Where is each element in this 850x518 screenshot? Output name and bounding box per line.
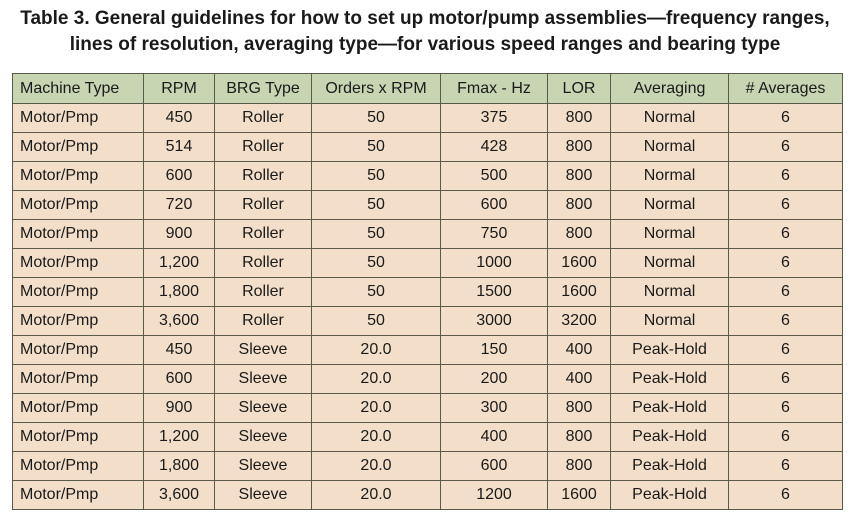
cell-lor: 400 (548, 365, 611, 394)
cell-averaging: Peak-Hold (611, 481, 729, 510)
cell-averaging: Normal (611, 162, 729, 191)
cell-averaging: Normal (611, 220, 729, 249)
cell-lor: 1600 (548, 481, 611, 510)
cell-averaging: Normal (611, 191, 729, 220)
cell-fmax-hz: 375 (441, 104, 548, 133)
cell-orders-x-rpm: 50 (312, 307, 441, 336)
cell-rpm: 900 (144, 394, 215, 423)
caption-line-2: lines of resolution, averaging type—for various speed ranges and bearing type (69, 34, 781, 55)
cell-brg-type: Sleeve (215, 365, 312, 394)
cell-averaging: Peak-Hold (611, 452, 729, 481)
cell-orders-x-rpm: 50 (312, 191, 441, 220)
cell-num-averages: 6 (729, 481, 843, 510)
cell-lor: 800 (548, 104, 611, 133)
cell-brg-type: Sleeve (215, 452, 312, 481)
cell-machine-type: Motor/Pmp (13, 481, 144, 510)
cell-lor: 400 (548, 336, 611, 365)
cell-num-averages: 6 (729, 249, 843, 278)
cell-averaging: Normal (611, 278, 729, 307)
cell-num-averages: 6 (729, 365, 843, 394)
cell-num-averages: 6 (729, 104, 843, 133)
cell-num-averages: 6 (729, 307, 843, 336)
cell-machine-type: Motor/Pmp (13, 162, 144, 191)
table-row (13, 104, 843, 133)
table-header (13, 74, 843, 104)
cell-machine-type: Motor/Pmp (13, 133, 144, 162)
cell-brg-type: Roller (215, 249, 312, 278)
cell-fmax-hz: 1200 (441, 481, 548, 510)
cell-rpm: 1,200 (144, 249, 215, 278)
cell-machine-type: Motor/Pmp (13, 278, 144, 307)
cell-rpm: 1,200 (144, 423, 215, 452)
column-header-lor: LOR (548, 74, 611, 104)
cell-brg-type: Roller (215, 307, 312, 336)
cell-fmax-hz: 1500 (441, 278, 548, 307)
cell-orders-x-rpm: 20.0 (312, 481, 441, 510)
cell-machine-type: Motor/Pmp (13, 220, 144, 249)
cell-machine-type: Motor/Pmp (13, 307, 144, 336)
cell-averaging: Peak-Hold (611, 365, 729, 394)
table-row (13, 133, 843, 162)
table-row (13, 162, 843, 191)
cell-fmax-hz: 600 (441, 191, 548, 220)
cell-fmax-hz: 200 (441, 365, 548, 394)
cell-averaging: Normal (611, 133, 729, 162)
cell-rpm: 1,800 (144, 452, 215, 481)
cell-fmax-hz: 500 (441, 162, 548, 191)
table-row (13, 191, 843, 220)
cell-rpm: 3,600 (144, 307, 215, 336)
cell-brg-type: Roller (215, 104, 312, 133)
cell-brg-type: Sleeve (215, 336, 312, 365)
table-row (13, 452, 843, 481)
cell-num-averages: 6 (729, 336, 843, 365)
cell-averaging: Peak-Hold (611, 423, 729, 452)
cell-lor: 800 (548, 394, 611, 423)
cell-orders-x-rpm: 20.0 (312, 394, 441, 423)
cell-fmax-hz: 300 (441, 394, 548, 423)
cell-brg-type: Sleeve (215, 423, 312, 452)
cell-rpm: 1,800 (144, 278, 215, 307)
cell-fmax-hz: 150 (441, 336, 548, 365)
cell-orders-x-rpm: 20.0 (312, 423, 441, 452)
cell-num-averages: 6 (729, 394, 843, 423)
cell-lor: 1600 (548, 278, 611, 307)
cell-brg-type: Roller (215, 133, 312, 162)
cell-num-averages: 6 (729, 278, 843, 307)
cell-rpm: 514 (144, 133, 215, 162)
cell-orders-x-rpm: 50 (312, 133, 441, 162)
cell-brg-type: Roller (215, 191, 312, 220)
cell-orders-x-rpm: 50 (312, 104, 441, 133)
cell-machine-type: Motor/Pmp (13, 104, 144, 133)
cell-num-averages: 6 (729, 452, 843, 481)
column-header-orders-x-rpm: Orders x RPM (312, 74, 441, 104)
cell-fmax-hz: 750 (441, 220, 548, 249)
column-header-machine-type: Machine Type (13, 74, 144, 104)
cell-rpm: 450 (144, 336, 215, 365)
cell-rpm: 600 (144, 365, 215, 394)
header-row (13, 74, 843, 104)
cell-averaging: Peak-Hold (611, 336, 729, 365)
table-row (13, 394, 843, 423)
cell-fmax-hz: 3000 (441, 307, 548, 336)
cell-averaging: Peak-Hold (611, 394, 729, 423)
cell-averaging: Normal (611, 249, 729, 278)
caption-line-1: Table 3. General guidelines for how to set up motor/pump assemblies—frequency ranges, (20, 8, 830, 29)
column-header-num-averages: # Averages (729, 74, 843, 104)
cell-averaging: Normal (611, 307, 729, 336)
table-body (13, 104, 843, 510)
cell-fmax-hz: 428 (441, 133, 548, 162)
cell-rpm: 3,600 (144, 481, 215, 510)
table-row (13, 307, 843, 336)
cell-lor: 800 (548, 220, 611, 249)
column-header-averaging: Averaging (611, 74, 729, 104)
cell-machine-type: Motor/Pmp (13, 365, 144, 394)
table-row (13, 481, 843, 510)
cell-orders-x-rpm: 20.0 (312, 336, 441, 365)
cell-orders-x-rpm: 50 (312, 249, 441, 278)
cell-machine-type: Motor/Pmp (13, 423, 144, 452)
cell-brg-type: Sleeve (215, 394, 312, 423)
cell-lor: 3200 (548, 307, 611, 336)
column-header-fmax-hz: Fmax - Hz (441, 74, 548, 104)
cell-num-averages: 6 (729, 191, 843, 220)
cell-machine-type: Motor/Pmp (13, 249, 144, 278)
cell-brg-type: Roller (215, 162, 312, 191)
cell-orders-x-rpm: 50 (312, 162, 441, 191)
table-row (13, 365, 843, 394)
cell-num-averages: 6 (729, 133, 843, 162)
cell-brg-type: Roller (215, 278, 312, 307)
cell-num-averages: 6 (729, 162, 843, 191)
cell-rpm: 600 (144, 162, 215, 191)
column-header-rpm: RPM (144, 74, 215, 104)
cell-num-averages: 6 (729, 423, 843, 452)
cell-lor: 1600 (548, 249, 611, 278)
cell-machine-type: Motor/Pmp (13, 336, 144, 365)
cell-machine-type: Motor/Pmp (13, 394, 144, 423)
cell-lor: 800 (548, 423, 611, 452)
table-row (13, 336, 843, 365)
cell-orders-x-rpm: 50 (312, 220, 441, 249)
cell-orders-x-rpm: 20.0 (312, 452, 441, 481)
cell-rpm: 450 (144, 104, 215, 133)
cell-lor: 800 (548, 191, 611, 220)
cell-orders-x-rpm: 20.0 (312, 365, 441, 394)
cell-fmax-hz: 600 (441, 452, 548, 481)
cell-fmax-hz: 1000 (441, 249, 548, 278)
cell-brg-type: Roller (215, 220, 312, 249)
cell-lor: 800 (548, 452, 611, 481)
table-row (13, 423, 843, 452)
column-header-brg-type: BRG Type (215, 74, 312, 104)
cell-orders-x-rpm: 50 (312, 278, 441, 307)
table-row (13, 220, 843, 249)
guidelines-table (12, 73, 843, 510)
cell-lor: 800 (548, 133, 611, 162)
cell-lor: 800 (548, 162, 611, 191)
cell-rpm: 720 (144, 191, 215, 220)
cell-averaging: Normal (611, 104, 729, 133)
cell-machine-type: Motor/Pmp (13, 452, 144, 481)
cell-fmax-hz: 400 (441, 423, 548, 452)
cell-rpm: 900 (144, 220, 215, 249)
table-row (13, 249, 843, 278)
table-caption (0, 6, 850, 58)
cell-brg-type: Sleeve (215, 481, 312, 510)
cell-num-averages: 6 (729, 220, 843, 249)
cell-machine-type: Motor/Pmp (13, 191, 144, 220)
table-row (13, 278, 843, 307)
